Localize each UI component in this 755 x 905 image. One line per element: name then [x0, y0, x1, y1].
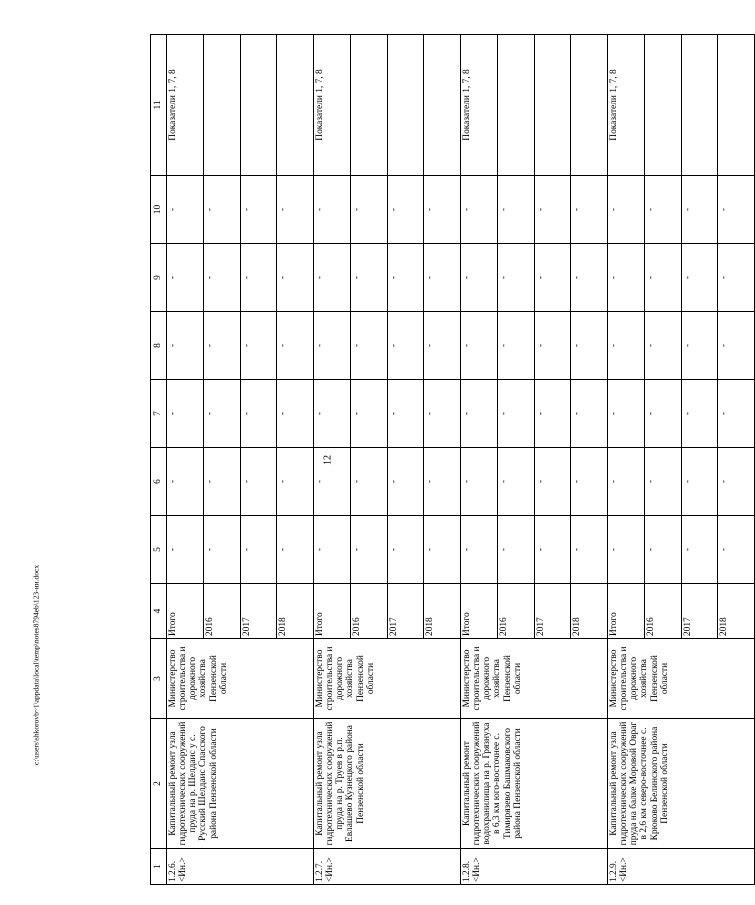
- column-number-header: 9: [151, 244, 167, 312]
- value-cell: -: [644, 380, 681, 448]
- measure-name: Капитальный ремонт узла гидротехнических сооружений пруда на р. Труев в р.п. Евлашево Кузнецкого района Пензенской области: [314, 719, 461, 849]
- value-cell: -: [240, 312, 277, 380]
- year-cell: Итого: [461, 584, 498, 639]
- value-cell: -: [387, 244, 424, 312]
- measure-number: 1.2.8. <Ин.>: [461, 849, 608, 885]
- value-cell: -: [571, 176, 608, 244]
- value-cell: -: [203, 244, 240, 312]
- value-cell: -: [424, 176, 461, 244]
- indicators-empty-cell: [387, 35, 424, 176]
- year-cell: Итого: [314, 584, 351, 639]
- value-cell: -: [497, 244, 534, 312]
- value-cell: -: [350, 244, 387, 312]
- executor-name: Министерство строительства и дорожного хозяйства Пензенской области: [608, 639, 755, 719]
- value-cell: -: [461, 380, 498, 448]
- value-cell: -: [497, 176, 534, 244]
- table-header-row: [151, 35, 167, 885]
- value-cell: -: [571, 312, 608, 380]
- indicators-note: Показатели 1, 7, 8: [314, 35, 351, 176]
- value-cell: -: [314, 312, 351, 380]
- value-cell: -: [608, 516, 645, 584]
- column-number-header: 7: [151, 380, 167, 448]
- value-cell: -: [314, 176, 351, 244]
- value-cell: -: [644, 312, 681, 380]
- indicators-empty-cell: [534, 35, 571, 176]
- year-cell: Итого: [608, 584, 645, 639]
- value-cell: -: [424, 516, 461, 584]
- value-cell: -: [718, 312, 755, 380]
- value-cell: -: [681, 176, 718, 244]
- value-cell: -: [350, 448, 387, 516]
- value-cell: -: [497, 448, 534, 516]
- value-cell: -: [314, 380, 351, 448]
- value-cell: -: [387, 380, 424, 448]
- value-cell: -: [240, 244, 277, 312]
- indicators-empty-cell: [644, 35, 681, 176]
- value-cell: -: [350, 380, 387, 448]
- column-number-header: 3: [151, 639, 167, 719]
- value-cell: -: [461, 244, 498, 312]
- column-number-header: 5: [151, 516, 167, 584]
- value-cell: -: [608, 380, 645, 448]
- value-cell: -: [644, 448, 681, 516]
- value-cell: -: [497, 312, 534, 380]
- value-cell: -: [167, 312, 204, 380]
- value-cell: -: [718, 244, 755, 312]
- page-number: 12: [322, 455, 334, 465]
- value-cell: -: [167, 244, 204, 312]
- value-cell: -: [167, 380, 204, 448]
- table-row: [167, 35, 204, 885]
- column-number-header: 2: [151, 719, 167, 849]
- value-cell: -: [203, 312, 240, 380]
- year-cell: 2017: [240, 584, 277, 639]
- year-cell: 2018: [277, 584, 314, 639]
- column-number-header: 1: [151, 849, 167, 885]
- indicators-empty-cell: [718, 35, 755, 176]
- executor-name: Министерство строительства и дорожного хозяйства Пензенской области: [314, 639, 461, 719]
- year-cell: 2016: [644, 584, 681, 639]
- year-cell: 2017: [387, 584, 424, 639]
- year-cell: 2018: [424, 584, 461, 639]
- value-cell: -: [387, 516, 424, 584]
- value-cell: -: [608, 448, 645, 516]
- indicators-empty-cell: [571, 35, 608, 176]
- year-cell: 2018: [718, 584, 755, 639]
- indicators-empty-cell: [350, 35, 387, 176]
- value-cell: -: [681, 516, 718, 584]
- column-number-header: 10: [151, 176, 167, 244]
- table-row: [608, 35, 645, 885]
- value-cell: -: [534, 380, 571, 448]
- value-cell: -: [571, 380, 608, 448]
- value-cell: -: [277, 244, 314, 312]
- value-cell: -: [534, 516, 571, 584]
- year-cell: 2017: [534, 584, 571, 639]
- value-cell: -: [461, 176, 498, 244]
- value-cell: -: [387, 312, 424, 380]
- value-cell: -: [608, 176, 645, 244]
- column-number-header: 8: [151, 312, 167, 380]
- indicators-empty-cell: [240, 35, 277, 176]
- rotated-table-area: [150, 35, 730, 885]
- value-cell: -: [277, 516, 314, 584]
- value-cell: -: [461, 448, 498, 516]
- value-cell: -: [644, 176, 681, 244]
- value-cell: -: [681, 380, 718, 448]
- year-cell: 2016: [497, 584, 534, 639]
- value-cell: -: [681, 312, 718, 380]
- indicators-note: Показатели 1, 7, 8: [167, 35, 204, 176]
- value-cell: -: [534, 312, 571, 380]
- measure-number: 1.2.9. <Ин.>: [608, 849, 755, 885]
- value-cell: -: [314, 516, 351, 584]
- year-cell: 2016: [203, 584, 240, 639]
- value-cell: -: [350, 312, 387, 380]
- value-cell: -: [424, 244, 461, 312]
- indicators-empty-cell: [497, 35, 534, 176]
- value-cell: -: [240, 380, 277, 448]
- measure-name: Капитальный ремонт узла гидротехнических сооружений пруда на р. Шелдаис у с. Русский Шелдаис Спасского района Пензенской области: [167, 719, 314, 849]
- value-cell: -: [424, 448, 461, 516]
- year-cell: 2018: [571, 584, 608, 639]
- year-cell: Итого: [167, 584, 204, 639]
- value-cell: -: [681, 448, 718, 516]
- table-body: [151, 35, 755, 885]
- table-row: [314, 35, 351, 885]
- value-cell: -: [534, 244, 571, 312]
- table-row: [461, 35, 498, 885]
- column-number-header: 4: [151, 584, 167, 639]
- value-cell: -: [534, 448, 571, 516]
- value-cell: -: [387, 448, 424, 516]
- value-cell: -: [644, 244, 681, 312]
- value-cell: -: [571, 244, 608, 312]
- value-cell: -: [571, 448, 608, 516]
- indicators-note: Показатели 1, 7, 8: [608, 35, 645, 176]
- measure-number: 1.2.6. <Ин.>: [167, 849, 314, 885]
- executor-name: Министерство строительства и дорожного хозяйства Пензенской области: [461, 639, 608, 719]
- value-cell: -: [644, 516, 681, 584]
- value-cell: -: [387, 176, 424, 244]
- value-cell: -: [240, 176, 277, 244]
- value-cell: -: [681, 244, 718, 312]
- measure-name: Капитальный ремонт узла гидротехнических сооружений пруда на балке Моровой Овраг в 2,6 км северо-восточнее с. Крюково Белинского района Пензенской области: [608, 719, 755, 849]
- value-cell: -: [571, 516, 608, 584]
- value-cell: -: [314, 244, 351, 312]
- value-cell: -: [424, 380, 461, 448]
- value-cell: -: [461, 312, 498, 380]
- indicators-empty-cell: [681, 35, 718, 176]
- value-cell: -: [497, 380, 534, 448]
- value-cell: -: [718, 380, 755, 448]
- value-cell: -: [240, 516, 277, 584]
- value-cell: -: [608, 312, 645, 380]
- value-cell: -: [314, 448, 351, 516]
- measure-name: Капитальный ремонт гидротехнических сооружений водохранилища на р. Грязнуха в 6,3 км юго-восточнее с. Тимирязево Башмаковского района Пензенской области: [461, 719, 608, 849]
- value-cell: -: [461, 516, 498, 584]
- value-cell: -: [350, 176, 387, 244]
- indicators-empty-cell: [424, 35, 461, 176]
- value-cell: -: [608, 244, 645, 312]
- value-cell: -: [167, 516, 204, 584]
- value-cell: -: [718, 176, 755, 244]
- executor-name: Министерство строительства и дорожного хозяйства Пензенской области: [167, 639, 314, 719]
- value-cell: -: [277, 380, 314, 448]
- column-number-header: 11: [151, 35, 167, 176]
- value-cell: -: [277, 312, 314, 380]
- value-cell: -: [424, 312, 461, 380]
- value-cell: -: [534, 176, 571, 244]
- value-cell: -: [203, 448, 240, 516]
- year-cell: 2016: [350, 584, 387, 639]
- indicators-note: Показатели 1, 7, 8: [461, 35, 498, 176]
- value-cell: -: [277, 176, 314, 244]
- value-cell: -: [718, 516, 755, 584]
- measures-table: [150, 34, 755, 885]
- value-cell: -: [203, 380, 240, 448]
- value-cell: -: [167, 176, 204, 244]
- value-cell: -: [240, 448, 277, 516]
- value-cell: -: [497, 516, 534, 584]
- value-cell: -: [718, 448, 755, 516]
- measure-number: 1.2.7. <Ин.>: [314, 849, 461, 885]
- year-cell: 2017: [681, 584, 718, 639]
- value-cell: -: [350, 516, 387, 584]
- indicators-empty-cell: [277, 35, 314, 176]
- value-cell: -: [277, 448, 314, 516]
- value-cell: -: [167, 448, 204, 516]
- value-cell: -: [203, 176, 240, 244]
- footer-file-path: c:\users\shkorovb~1\appdata\local\temp\notes8794eb\123-ии.docx: [31, 564, 41, 766]
- value-cell: -: [203, 516, 240, 584]
- indicators-empty-cell: [203, 35, 240, 176]
- column-number-header: 6: [151, 448, 167, 516]
